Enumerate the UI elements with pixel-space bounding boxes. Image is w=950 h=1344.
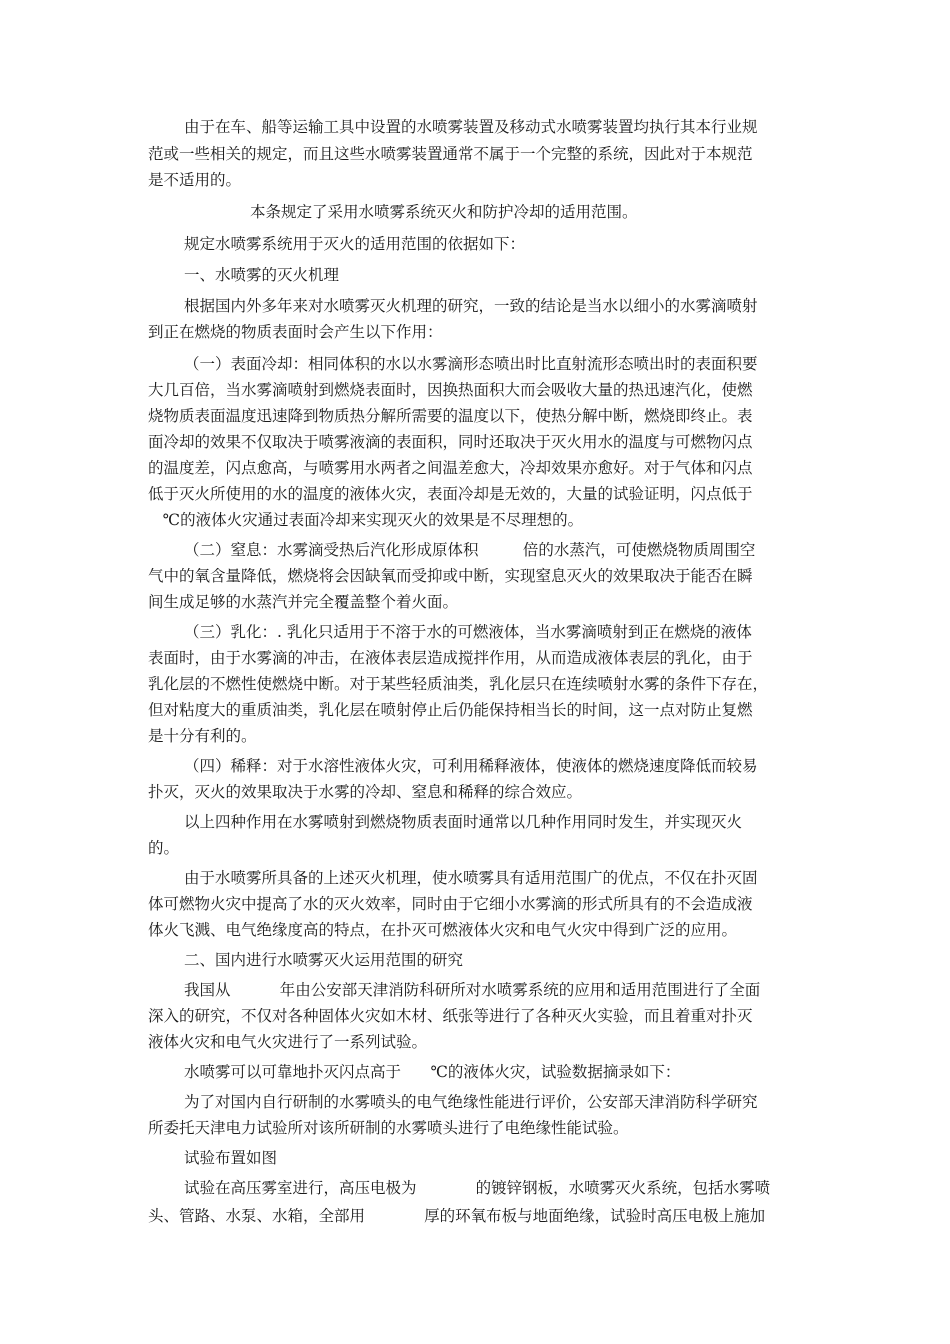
text-line: 扑灭，灭火的效果取决于水雾的冷却、窒息和稀释的综合效应。 xyxy=(148,783,583,801)
text-line: 是不适用的。 xyxy=(148,171,242,189)
text-line: 水喷雾可以可靠地扑灭闪点高于 ℃的液体火灾，试验数据摘录如下： xyxy=(184,1063,681,1081)
text-line: 本条规定了采用水喷雾系统灭火和防护冷却的适用范围。 xyxy=(250,203,638,221)
text-line: 以上四种作用在水雾喷射到燃烧物质表面时通常以几种作用同时发生，并实现灭火 xyxy=(184,813,743,831)
text-line: 体火飞溅、电气绝缘度高的特点，在扑灭可燃液体火灾和电气火灾中得到广泛的应用。 xyxy=(148,921,738,939)
text-line: 的。 xyxy=(148,839,180,857)
text-line: （四）稀释：对于水溶性液体火灾，可利用稀释液体，使液体的燃烧速度降低而较易 xyxy=(184,757,758,775)
section-heading: 一、水喷雾的灭火机理 xyxy=(184,266,340,284)
text-line: （三）乳化：. 乳化只适用于不溶于水的可燃液体，当水雾滴喷射到正在燃烧的液体 xyxy=(184,623,752,641)
text-line: 间生成足够的水蒸汽并完全覆盖整个着火面。 xyxy=(148,593,459,611)
text-line: （二）窒息：水雾滴受热后汽化形成原体积 倍的水蒸汽，可使燃烧物质周围空 xyxy=(184,541,756,559)
text-line: 是十分有利的。 xyxy=(148,727,257,745)
text-line: 根据国内外多年来对水喷雾灭火机理的研究，一致的结论是当水以细小的水雾滴喷射 xyxy=(184,297,758,315)
text-line: 范或一些相关的规定，而且这些水喷雾装置通常不属于一个完整的系统，因此对于本规范 xyxy=(148,145,753,163)
text-line: 由于在车、船等运输工具中设置的水喷雾装置及移动式水喷雾装置均执行其本行业规 xyxy=(184,118,758,136)
text-line: 烧物质表面温度迅速降到物质热分解所需要的温度以下，使热分解中断，燃烧即终止。表 xyxy=(148,407,753,425)
text-line: 的温度差，闪点愈高，与喷雾用水两者之间温差愈大，冷却效果亦愈好。对于气体和闪点 xyxy=(148,459,753,477)
text-line: 由于水喷雾所具备的上述灭火机理，使水喷雾具有适用范围广的优点，不仅在扑灭固 xyxy=(184,869,758,887)
section-heading: 二、国内进行水喷雾灭火运用范围的研究 xyxy=(184,951,464,969)
text-line: 表面时，由于水雾滴的冲击，在液体表层造成搅拌作用，从而造成液体表层的乳化，由于 xyxy=(148,649,753,667)
text-line: ℃的液体火灾通过表面冷却来实现灭火的效果是不尽理想的。 xyxy=(148,511,584,529)
text-line: 试验在高压雾室进行，高压电极为 的镀锌钢板，水喷雾灭火系统，包括水雾喷 xyxy=(184,1179,771,1197)
text-line: 头、管路、水泵、水箱，全部用 厚的环氧布板与地面绝缘，试验时高压电极上施加 xyxy=(148,1207,766,1225)
text-line: 乳化层的不燃性使燃烧中断。对于某些轻质油类，乳化层只在连续喷射水雾的条件下存在， xyxy=(148,675,769,693)
text-line: 面冷却的效果不仅取决于喷雾液滴的表面积，同时还取决于灭火用水的温度与可燃物闪点 xyxy=(148,433,753,451)
text-line: 所委托天津电力试验所对该所研制的水雾喷头进行了电绝缘性能试验。 xyxy=(148,1119,629,1137)
text-line: 规定水喷雾系统用于灭火的适用范围的依据如下： xyxy=(184,235,526,253)
text-line: 试验布置如图 xyxy=(184,1149,278,1167)
text-line: 为了对国内自行研制的水雾喷头的电气绝缘性能进行评价，公安部天津消防科学研究 xyxy=(184,1093,758,1111)
text-line: 到正在燃烧的物质表面时会产生以下作用： xyxy=(148,323,443,341)
text-line: （一）表面冷却：相同体积的水以水雾滴形态喷出时比直射流形态喷出时的表面积要 xyxy=(184,355,758,373)
text-line: 我国从 年由公安部天津消防科研所对水喷雾系统的应用和适用范围进行了全面 xyxy=(184,981,761,999)
text-line: 但对粘度大的重质油类，乳化层在喷射停止后仍能保持相当长的时间，这一点对防止复燃 xyxy=(148,701,753,719)
text-line: 液体火灾和电气火灾进行了一系列试验。 xyxy=(148,1033,428,1051)
text-line: 气中的氧含量降低，燃烧将会因缺氧而受抑或中断，实现窒息灭火的效果取决于能否在瞬 xyxy=(148,567,753,585)
text-line: 大几百倍，当水雾滴喷射到燃烧表面时，因换热面积大而会吸收大量的热迅速汽化，使燃 xyxy=(148,381,753,399)
text-line: 深入的研究，不仅对各种固体火灾如木材、纸张等进行了各种灭火实验，而且着重对扑灭 xyxy=(148,1007,753,1025)
text-line: 低于灭火所使用的水的温度的液体火灾，表面冷却是无效的，大量的试验证明，闪点低于 xyxy=(148,485,753,503)
text-line: 体可燃物火灾中提高了水的灭火效率，同时由于它细小水雾滴的形式所具有的不会造成液 xyxy=(148,895,753,913)
